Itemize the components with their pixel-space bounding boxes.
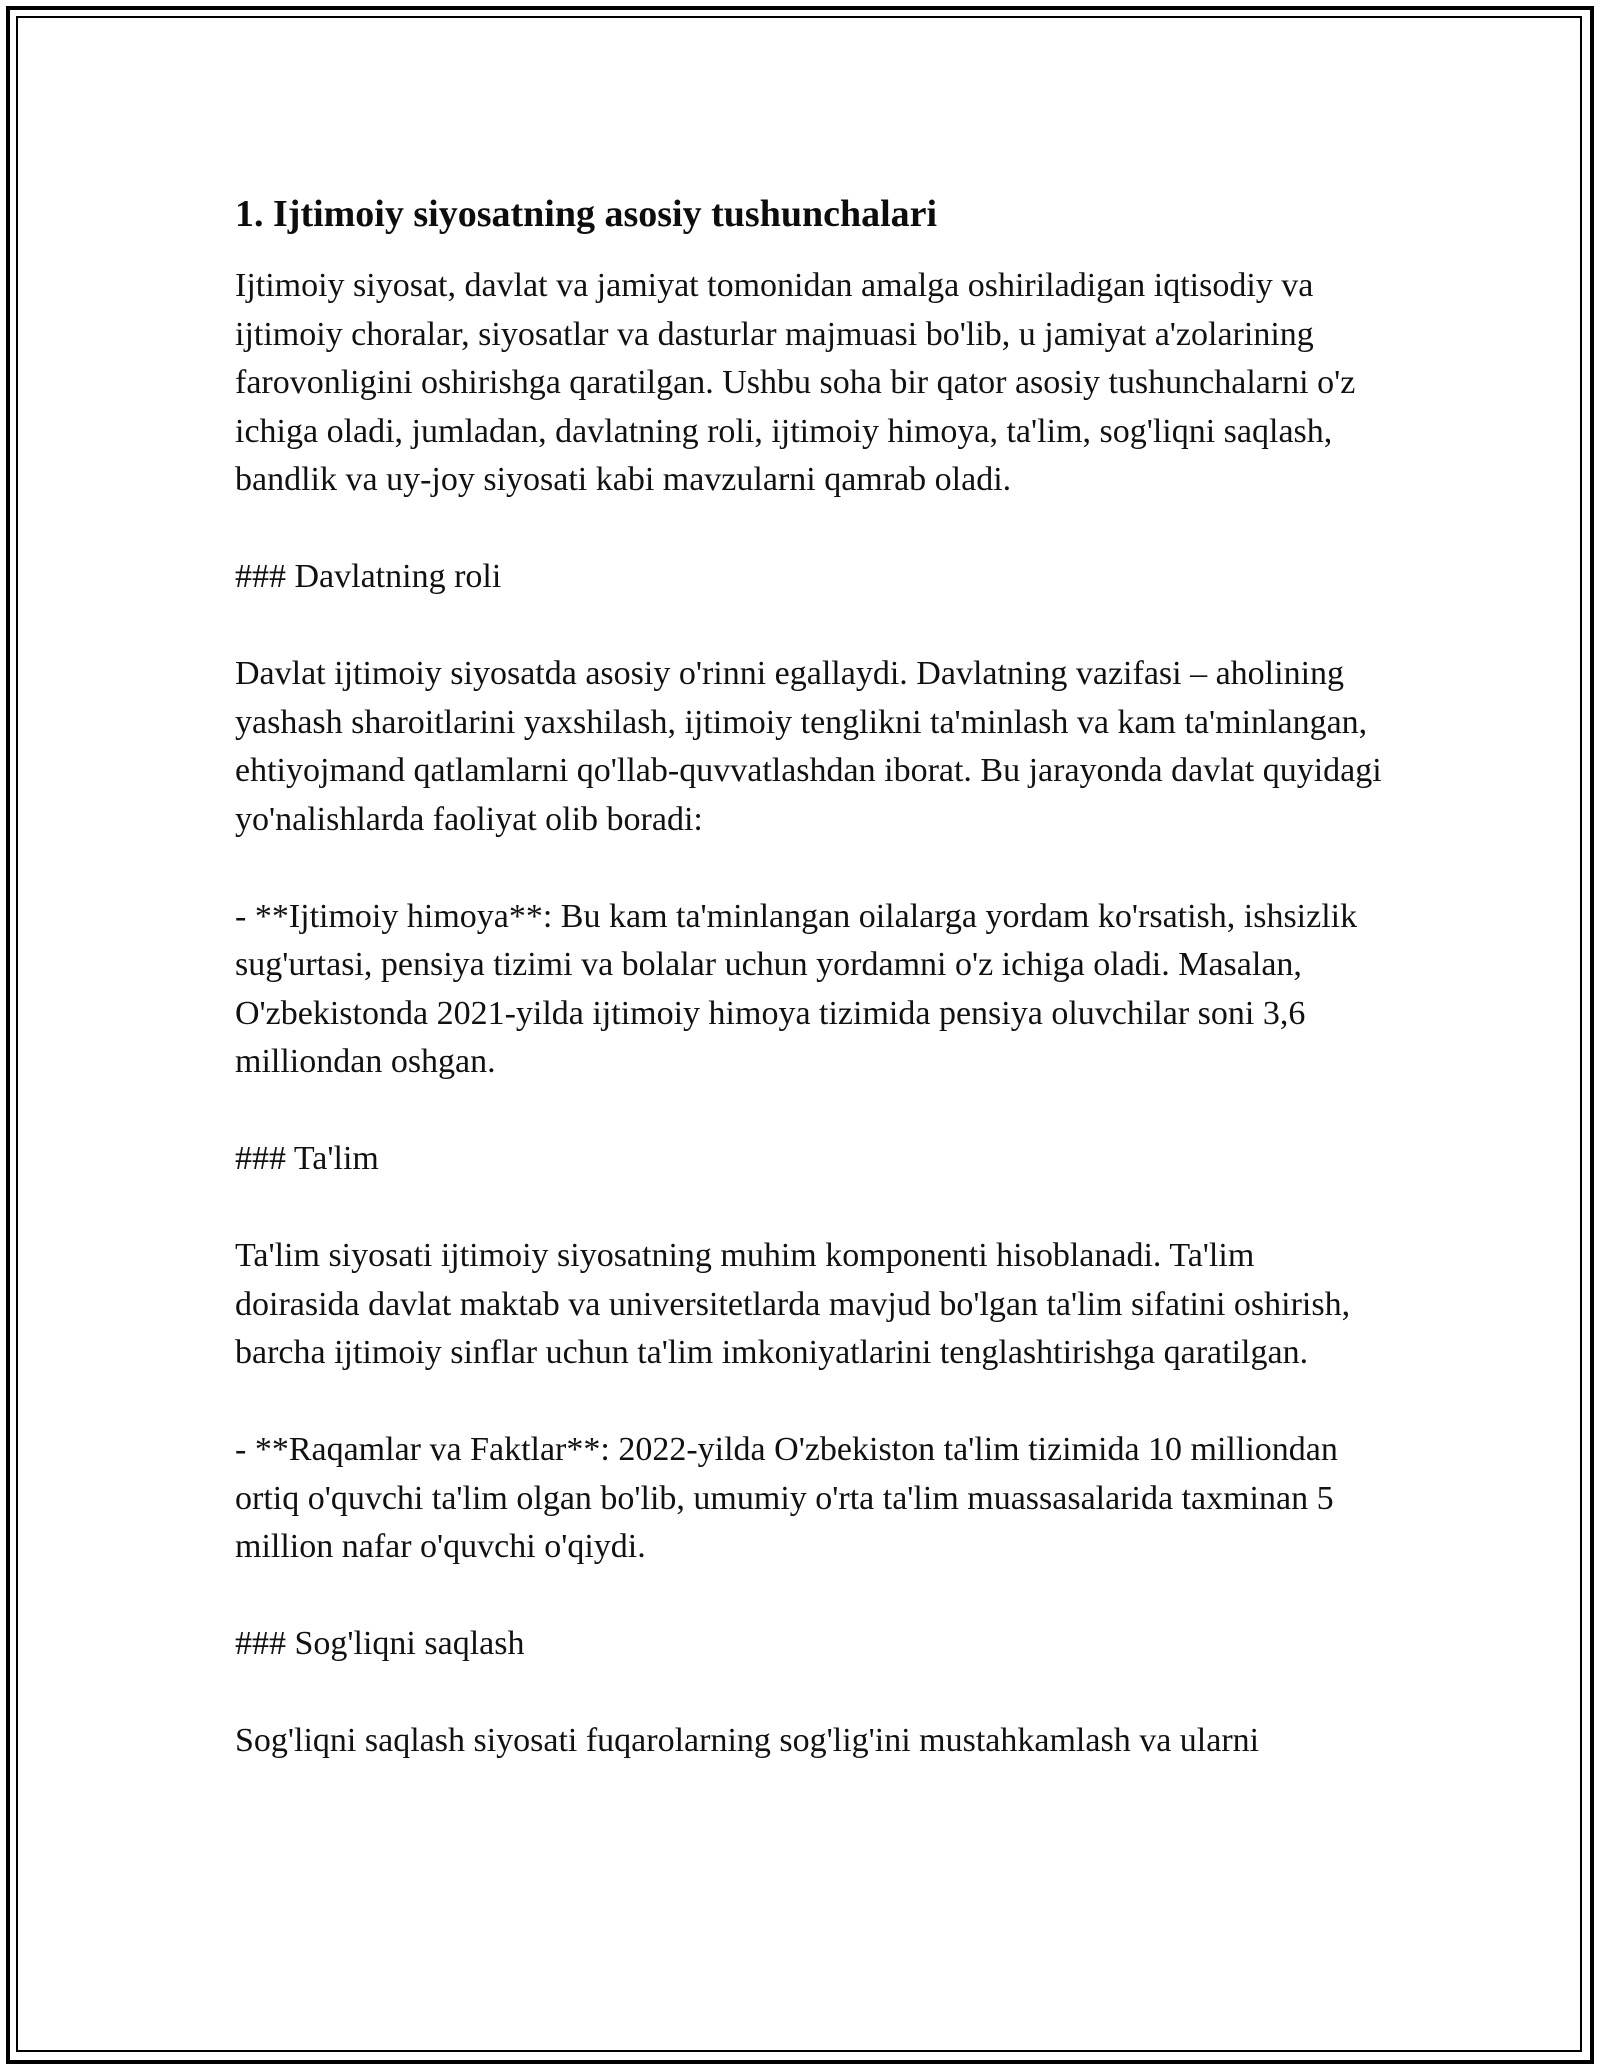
spacer: [235, 505, 1385, 554]
section-heading-davlatning-roli: ### Davlatning roli: [235, 558, 502, 595]
intro-paragraph: Ijtimoiy siyosat, davlat va jamiyat tomonidan amalga oshiriladigan iqtisodiy va ijtimoiy choralar, siyosatlar va dasturlar majmuasi bo'lib, u jamiyat a'zolarining farovonligini oshirishga qaratilgan. Ushbu soha bir qator asosiy tushunchalarni o'z ichiga oladi, jumladan, davlatning roli, ijtimoiy himoya, ta'lim, sog'liqni saqlash, bandlik va uy-joy siyosati kabi mavzularni qamrab oladi.: [235, 267, 1356, 498]
davlat-paragraph: Davlat ijtimoiy siyosatda asosiy o'rinni egallaydi. Davlatning vazifasi – aholining yashash sharoitlarini yaxshilash, ijtimoiy tenglikni ta'minlash va kam ta'minlangan, ehtiyojmand qatlamlarni qo'llab-quvvatlashdan iborat. Bu jarayonda davlat quyidagi yo'nalishlarda faoliyat olib boradi:: [235, 655, 1382, 838]
spacer: [235, 1572, 1385, 1621]
spacer: [235, 1669, 1385, 1718]
spacer: [235, 844, 1385, 893]
spacer: [235, 1184, 1385, 1233]
sogliqni-saqlash-paragraph: Sog'liqni saqlash siyosati fuqarolarning sog'lig'ini mustahkamlash va ularni: [235, 1722, 1260, 1759]
talim-paragraph: Ta'lim siyosati ijtimoiy siyosatning muhim komponenti hisoblanadi. Ta'lim doirasida davlat maktab va universitetlarda mavjud bo'lgan ta'lim sifatini oshirish, barcha ijtimoiy sinflar uchun ta'lim imkoniyatlarini tenglashtirishga qaratilgan.: [235, 1237, 1351, 1371]
section-heading-talim: ### Ta'lim: [235, 1140, 379, 1177]
document-title: 1. Ijtimoiy siyosatning asosiy tushunchalari: [235, 193, 938, 235]
raqamlar-list-item: - **Raqamlar va Faktlar**: 2022-yilda O'zbekiston ta'lim tizimida 10 milliondan ortiq o'quvchi ta'lim olgan bo'lib, umumiy o'rta ta'lim muassasalarida taxminan 5 million nafar o'quvchi o'qiydi.: [235, 1431, 1338, 1565]
spacer: [235, 1087, 1385, 1136]
section-heading-sogliqni-saqlash: ### Sog'liqni saqlash: [235, 1625, 525, 1662]
spacer: [235, 1378, 1385, 1427]
ijtimoiy-himoya-list-item: - **Ijtimoiy himoya**: Bu kam ta'minlangan oilalarga yordam ko'rsatish, ishsizlik sug'urtasi, pensiya tizimi va bolalar uchun yordamni o'z ichiga oladi. Masalan, O'zbekistonda 2021-yilda ijtimoiy himoya tizimida pensiya oluvchilar soni 3,6 milliondan oshgan.: [235, 897, 1358, 1080]
document-page: [235, 188, 1385, 1766]
spacer: [235, 602, 1385, 651]
